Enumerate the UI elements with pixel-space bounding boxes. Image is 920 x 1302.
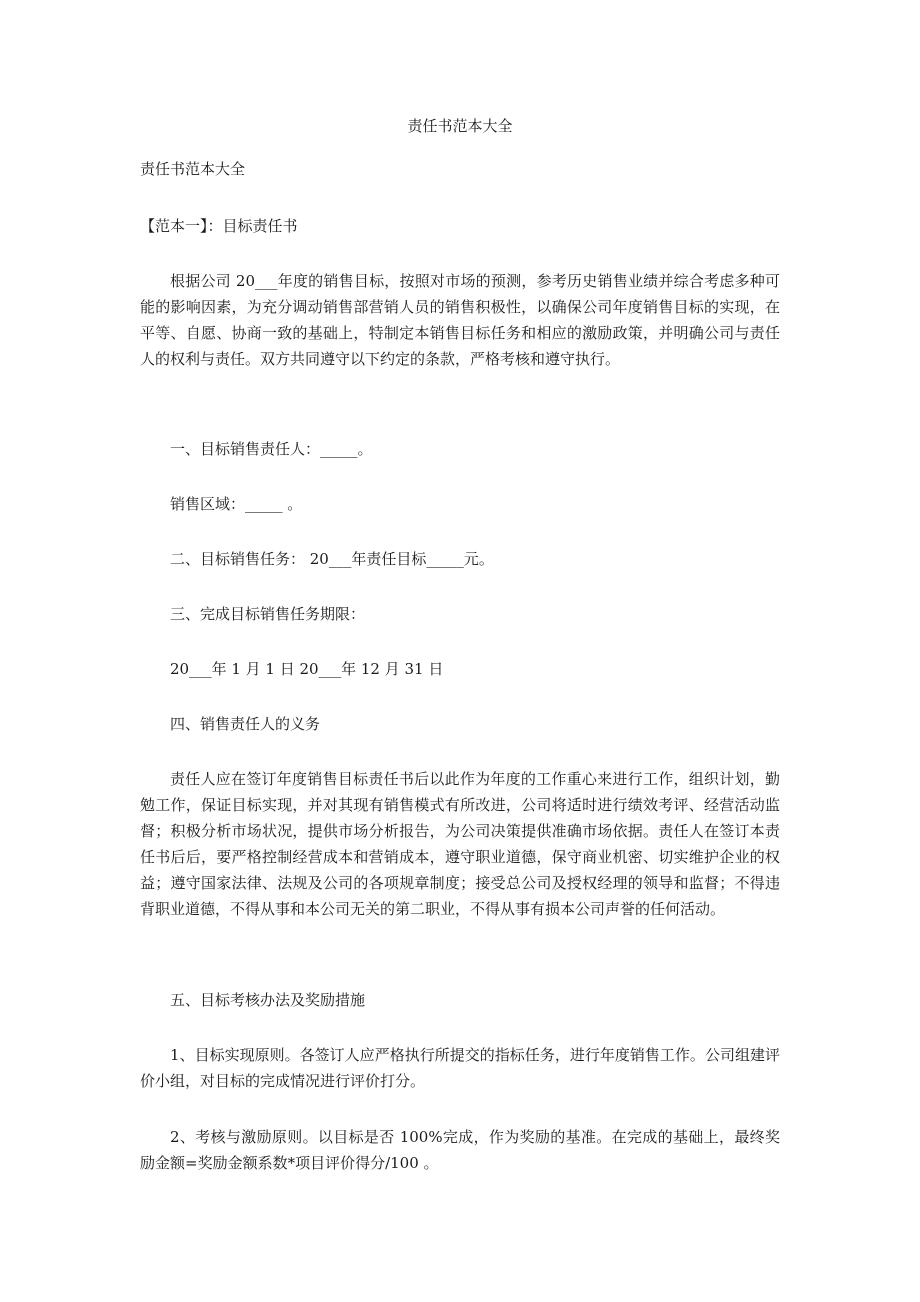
item-deadline-heading: 三、完成目标销售任务期限：	[170, 605, 366, 623]
item-duties-heading: 四、销售责任人的义务	[170, 715, 321, 733]
section-label: 【范本一】：目标责任书	[140, 217, 298, 235]
rule-target-principle: 1、目标实现原则。各签订人应严格执行所提交的指标任务，进行年度销售工作。公司组建评价小组，对目标的完成情况进行评价打分。	[140, 1046, 780, 1090]
duties-paragraph: 责任人应在签订年度销售目标责任书后以此作为年度的工作重心来进行工作，组织计划，勤勉工作，保证目标实现，并对其现有销售模式有所改进，公司将适时进行绩效考评、经营活动监督；积极分析市场状况，提供市场分析报告，为公司决策提供准确市场依据。责任人在签订本责任书后后，要严格控制经营成本和营销成本，遵守职业道德，保守商业机密、切实维护企业的权益；遵守国家法律、法规及公司的各项规章制度；接受总公司及授权经理的领导和监督；不得违背职业道德，不得从事和本公司无关的第二职业，不得从事有损本公司声誉的任何活动。	[140, 770, 780, 918]
intro-paragraph: 根据公司 20___年度的销售目标，按照对市场的预测，参考历史销售业绩并综合考虑多种可能的影响因素，为充分调动销售部营销人员的销售积极性，以确保公司年度销售目标的实现，在平等、自愿、协商一致的基础上，特制定本销售目标任务和相应的激励政策，并明确公司与责任人的权利与责任。双方共同遵守以下约定的条款，严格考核和遵守执行。	[140, 272, 780, 368]
item-responsible-person: 一、目标销售责任人：_____。	[170, 440, 373, 458]
document-title: 责任书范本大全	[407, 117, 513, 135]
item-period: 20___年 1 月 1 日 20___年 12 月 31 日	[170, 660, 444, 678]
rule-incentive-principle: 2、考核与激励原则。以目标是否 100%完成，作为奖励的基准。在完成的基础上，最终奖励金额=奖励金额系数*项目评价得分/100 。	[140, 1128, 780, 1172]
item-assessment-heading: 五、目标考核办法及奖励措施	[170, 991, 366, 1009]
item-sales-target: 二、目标销售任务： 20___年责任目标_____元。	[170, 550, 494, 568]
document-subtitle: 责任书范本大全	[140, 160, 246, 178]
item-sales-area: 销售区域：_____ 。	[170, 495, 303, 513]
